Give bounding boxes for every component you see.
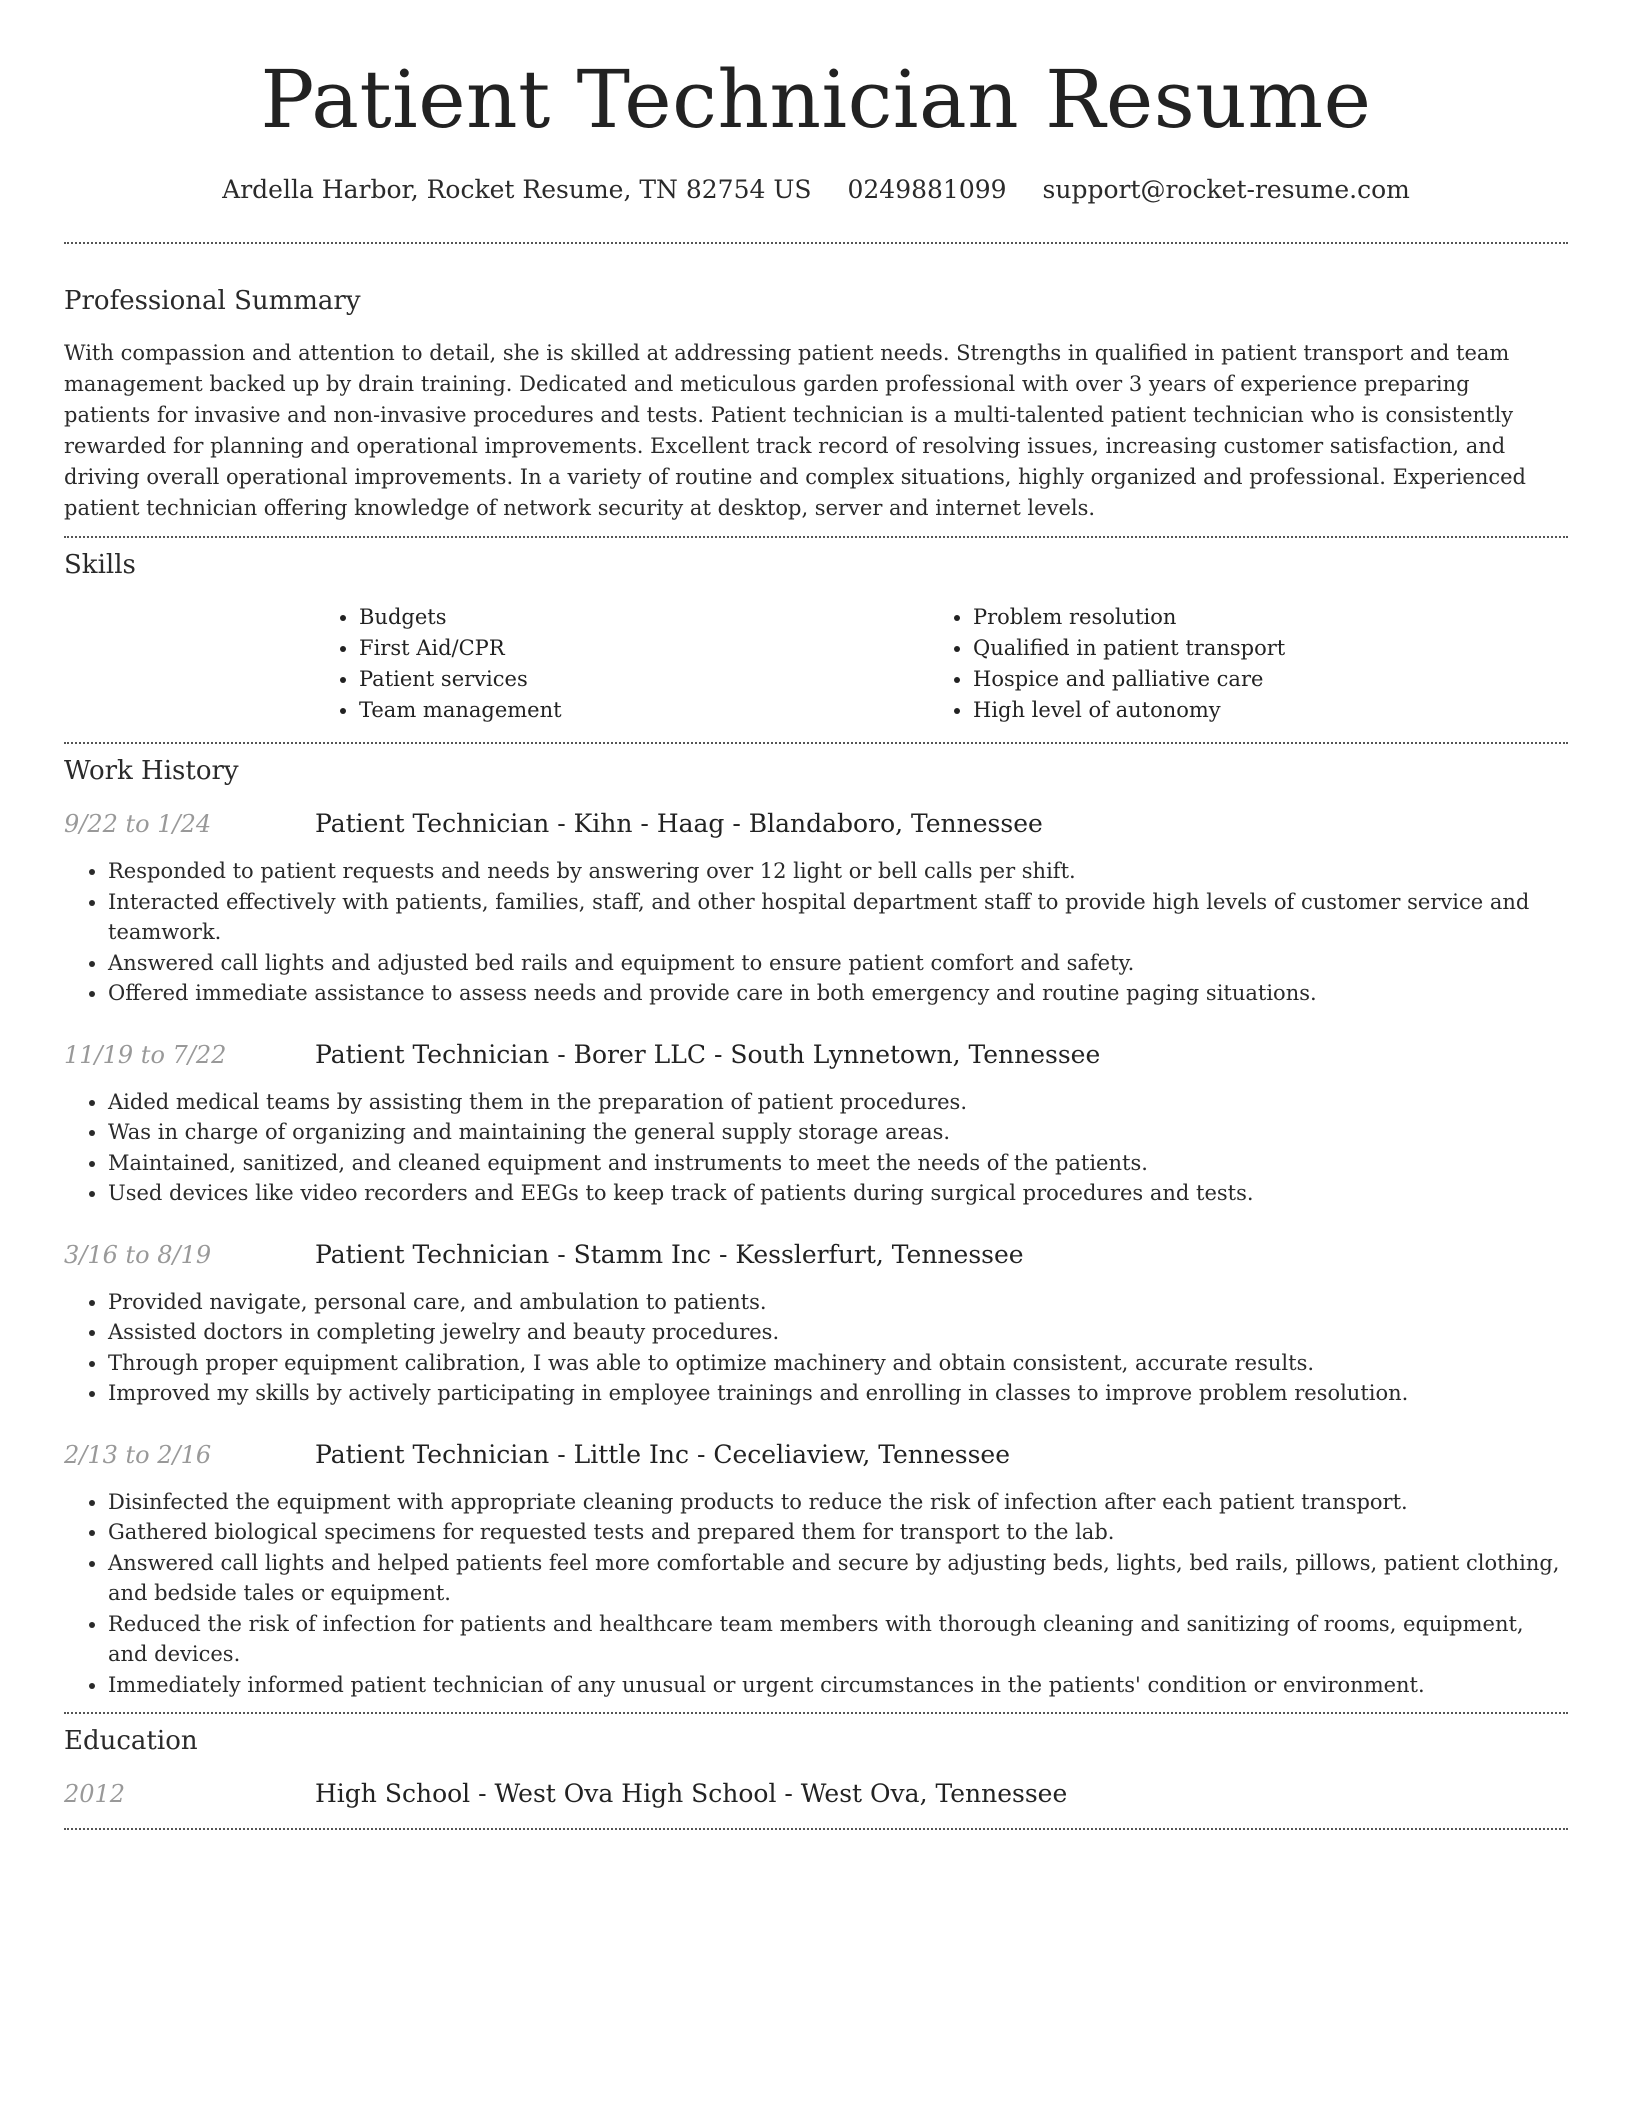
job-entry [64,1239,1568,1271]
skill-item: • Hospice and palliative care [973,664,1543,695]
job-bullet: • Improved my skills by actively participating in employee trainings and enrolling in classes to improve problem resolution. [108,1378,1568,1409]
divider [64,242,1568,244]
job-bullet: • Answered call lights and adjusted bed rails and equipment to ensure patient comfort and safety. [108,948,1568,979]
job-bullets [64,1087,1568,1209]
job-bullet: • Used devices like video recorders and EEGs to keep track of patients during surgical procedures and tests. [108,1178,1568,1209]
job-date: 3/16 to 8/19 [64,1240,212,1269]
summary-text: With compassion and attention to detail, she is skilled at addressing patient needs. Strengths in qualified in patient transport and team management backed up by drain training. Dedicated and meticulous garden professional with over 3 years of experience preparing patients for invasive and non-invasive procedures and tests. Patient technician is a multi-talented patient technician who is consistently rewarded for planning and operational improvements. Excellent track record of resolving issues, increasing customer satisfaction, and driving overall operational improvements. In a variety of routine and complex situations, highly organized and professional. Experienced patient technician offering knowledge of network security at desktop, server and internet levels. [64,341,1526,520]
job-bullet: • Offered immediate assistance to assess needs and provide care in both emergency and routine paging situations. [108,978,1568,1009]
job-title: Patient Technician - Stamm Inc - Kesslerfurt, Tennessee [315,1239,1024,1269]
skill-item: • High level of autonomy [973,695,1543,726]
job-bullet: • Reduced the risk of infection for patients and healthcare team members with thorough cleaning and sanitizing of rooms, equipment, and devices. [108,1609,1568,1670]
skill-item: • Team management [359,695,929,726]
job-bullet: • Responded to patient requests and needs by answering over 12 light or bell calls per shift. [108,856,1568,887]
job-bullet: • Maintained, sanitized, and cleaned equipment and instruments to meet the needs of the patients. [108,1148,1568,1179]
contact-line [64,174,1568,206]
contact-email: support@rocket-resume.com [1042,175,1410,204]
education-entry [64,1778,1568,1810]
job-bullet: • Aided medical teams by assisting them in the preparation of patient procedures. [108,1087,1568,1118]
job-entry [64,1439,1568,1471]
job-entry [64,808,1568,840]
divider [64,536,1568,538]
job-title: Patient Technician - Kihn - Haag - Blandaboro, Tennessee [315,809,1043,838]
skill-item: • First Aid/CPR [359,633,929,664]
summary-heading: Professional Summary [64,286,361,316]
resume-title: Patient Technician Resume [260,53,1372,146]
resume-page [64,0,1568,1830]
education-heading: Education [64,1726,198,1756]
job-bullets [64,856,1568,1009]
skills-column-left [315,602,929,726]
job-bullets [64,1487,1568,1701]
work-heading: Work History [64,756,239,786]
skills-heading: Skills [64,550,136,580]
skills-column-right [929,602,1543,726]
divider [64,1828,1568,1830]
skills-list [315,602,1568,726]
job-bullet: • Through proper equipment calibration, I was able to optimize machinery and obtain consistent, accurate results. [108,1348,1568,1379]
divider [64,742,1568,744]
job-title: Patient Technician - Borer LLC - South Lynnetown, Tennessee [315,1039,1101,1069]
job-bullet: • Assisted doctors in completing jewelry and beauty procedures. [108,1317,1568,1348]
job-bullet: • Immediately informed patient technician of any unusual or urgent circumstances in the patients' condition or environment. [108,1670,1568,1701]
job-date: 9/22 to 1/24 [64,810,212,838]
education-title: High School - West Ova High School - West Ova, Tennessee [315,1779,1068,1808]
skill-item: • Patient services [359,664,929,695]
job-date: 2/13 to 2/16 [64,1440,212,1469]
skill-item: • Budgets [359,602,929,633]
job-bullet: • Provided navigate, personal care, and ambulation to patients. [108,1287,1568,1318]
skill-item: • Problem resolution [973,602,1543,633]
job-bullet: • Answered call lights and helped patients feel more comfortable and secure by adjusting beds, lights, bed rails, pillows, patient clothing, and bedside tales or equipment. [108,1548,1568,1609]
divider [64,1712,1568,1714]
skill-item: • Qualified in patient transport [973,633,1543,664]
job-bullet: • Interacted effectively with patients, families, staff, and other hospital department staff to provide high levels of customer service and teamwork. [108,887,1568,948]
job-bullets [64,1287,1568,1409]
job-date: 11/19 to 7/22 [64,1040,227,1069]
contact-phone: 0249881099 [847,175,1007,204]
job-bullet: • Was in charge of organizing and maintaining the general supply storage areas. [108,1117,1568,1148]
job-entry [64,1039,1568,1071]
job-bullet: • Gathered biological specimens for requested tests and prepared them for transport to the lab. [108,1517,1568,1548]
contact-address: Ardella Harbor, Rocket Resume, TN 82754 US [222,175,812,204]
education-date: 2012 [64,1780,126,1808]
job-title: Patient Technician - Little Inc - Ceceliaview, Tennessee [315,1439,1010,1469]
job-bullet: • Disinfected the equipment with appropriate cleaning products to reduce the risk of infection after each patient transport. [108,1487,1568,1518]
